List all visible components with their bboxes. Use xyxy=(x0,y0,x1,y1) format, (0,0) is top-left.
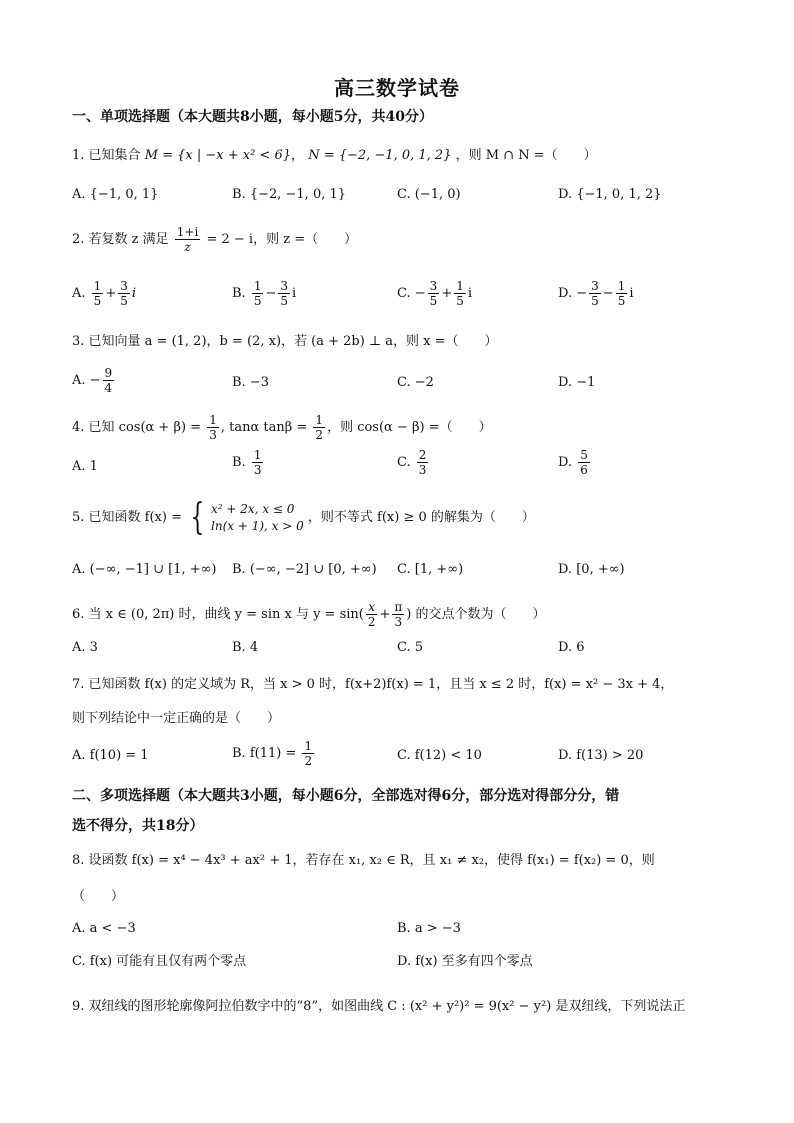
q2-c-frac2 xyxy=(454,279,466,308)
q5-piecewise xyxy=(186,496,304,538)
q6-f2-num: π xyxy=(394,600,403,614)
q2-fraction xyxy=(175,225,201,254)
q2-a-frac2 xyxy=(118,279,130,308)
q3-option-a-den: 4 xyxy=(104,381,113,395)
q2-a-n2: 3 xyxy=(120,279,128,293)
q3-option-c: C. −2 xyxy=(397,375,434,390)
section-multi-choice-heading-line-2: 选不得分，共18分） xyxy=(72,818,204,834)
q7-option-b-fraction xyxy=(302,739,314,768)
question-8-line-1: 8. 设函数 f(x) = x⁴ − 4x³ + ax² + 1，若存在 x₁, x₂ ∈ R，且 x₁ ≠ x₂，使得 f(x₁) = f(x₂) = 0，则 xyxy=(72,853,655,868)
q1-option-a: A. {−1, 0, 1} xyxy=(72,187,159,202)
q3-option-a-num: 9 xyxy=(104,366,113,380)
q4-f1-den: 3 xyxy=(209,428,217,442)
q2-d-frac2 xyxy=(616,279,628,308)
q2-c-sign: − xyxy=(414,286,426,301)
q2-option-b xyxy=(232,279,296,308)
q2-rest: = 2 − i，则 z =（ ） xyxy=(206,232,358,247)
q4-f2-den: 2 xyxy=(315,428,324,442)
q7-option-b xyxy=(232,739,316,768)
q1-ask: ，则 M ∩ N =（ ） xyxy=(455,148,597,163)
question-7-line-1: 7. 已知函数 f(x) 的定义域为 R，当 x > 0 时，f(x+2)f(x) = 1，且当 x ≤ 2 时，f(x) = x² − 3x + 4， xyxy=(72,677,674,692)
q2-d-tail: i xyxy=(629,286,634,301)
q2-fraction-den: z xyxy=(184,240,191,254)
q8-option-b: B. a > −3 xyxy=(397,921,461,936)
q4-option-d-den: 6 xyxy=(580,463,588,477)
q7-option-a: A. f(10) = 1 xyxy=(72,748,149,763)
q4-option-b-den: 3 xyxy=(253,463,262,477)
q5-brace-icon: { xyxy=(190,496,205,538)
question-1 xyxy=(72,145,732,167)
q1-option-d: D. {−1, 0, 1, 2} xyxy=(558,187,662,202)
q2-c-tail: i xyxy=(467,286,473,301)
q4-option-d xyxy=(558,448,592,477)
q4-option-d-num: 5 xyxy=(580,448,588,462)
q4-option-d-fraction xyxy=(578,448,590,477)
q7-option-d: D. f(13) > 20 xyxy=(558,748,644,763)
q4-fraction-1 xyxy=(207,413,219,442)
q4-option-b xyxy=(232,448,265,477)
q7-option-c: C. f(12) < 10 xyxy=(397,748,482,763)
q2-d-op: − xyxy=(602,286,614,301)
section-multi-choice-heading-line-1: 二、多项选择题（本大题共3小题，每小题6分，全部选对得6分，部分选对得部分分，错 xyxy=(72,788,620,804)
q4-f1-num: 1 xyxy=(209,413,217,427)
q7-option-b-label: B. f(11) = xyxy=(232,746,297,761)
q6-option-d: D. 6 xyxy=(558,640,585,655)
q2-a-op: + xyxy=(105,286,117,301)
question-7-line-2: 则下列结论中一定正确的是（ ） xyxy=(72,711,281,726)
q5-piece-2: ln(x + 1), x > 0 xyxy=(211,518,304,533)
q4-option-b-fraction xyxy=(252,448,264,477)
section-single-choice-heading: 一、单项选择题（本大题共8小题，每小题5分，共40分） xyxy=(72,109,433,125)
q4-option-c-fraction xyxy=(417,448,429,477)
q4-part1: 4. 已知 cos(α + β) = xyxy=(72,420,202,435)
question-9-line-1: 9. 双纽线的图形轮廓像阿拉伯数字中的“8”，如图曲线 C : (x² + y²)² = 9(x² − y²) 是双纽线，下列说法正 xyxy=(72,999,686,1014)
q3-option-a-label: A. − xyxy=(72,373,101,388)
question-2 xyxy=(72,225,732,254)
q1-set-m: M = {x | −x + x² < 6} xyxy=(144,148,292,163)
q2-c-n1: 3 xyxy=(429,279,438,293)
q2-d-d1: 5 xyxy=(591,294,599,308)
q2-d-d2: 5 xyxy=(617,294,626,308)
q7-option-b-num: 1 xyxy=(304,739,313,753)
question-8-line-2: （ ） xyxy=(72,889,125,904)
q2-b-d1: 5 xyxy=(253,294,262,308)
q5-option-c: C. [1, +∞) xyxy=(397,562,464,577)
q2-b-frac2 xyxy=(278,279,290,308)
q2-option-a xyxy=(72,279,136,308)
q2-a-n1: 1 xyxy=(93,279,102,293)
q2-b-n2: 3 xyxy=(280,279,289,293)
q5-option-d: D. [0, +∞) xyxy=(558,562,625,577)
q4-part3: ，则 cos(α − β) =（ ） xyxy=(327,420,492,435)
q2-d-sign: − xyxy=(576,286,588,301)
q2-option-b-label: B. xyxy=(232,286,246,301)
question-4 xyxy=(72,413,732,442)
q2-option-d-label: D. xyxy=(558,286,573,301)
q2-option-c-label: C. xyxy=(397,286,411,301)
q6-fraction-2 xyxy=(392,600,404,629)
question-6 xyxy=(72,600,732,629)
q2-b-n1: 1 xyxy=(253,279,262,293)
q6-part2: ) 的交点个数为（ ） xyxy=(406,607,546,622)
q2-d-frac1 xyxy=(589,279,601,308)
q7-option-b-den: 2 xyxy=(304,754,313,768)
q8-option-c: C. f(x) 可能有且仅有两个零点 xyxy=(72,954,247,969)
q5-rest: ，则不等式 f(x) ≥ 0 的解集为（ ） xyxy=(307,510,535,525)
q1-option-c: C. (−1, 0) xyxy=(397,187,461,202)
q4-option-b-num: 1 xyxy=(253,448,262,462)
q8-option-a: A. a < −3 xyxy=(72,921,136,936)
q2-c-d1: 5 xyxy=(429,294,438,308)
q6-f2-den: 3 xyxy=(394,615,403,629)
q6-fraction-1 xyxy=(366,600,378,629)
q5-option-b: B. (−∞, −2] ∪ [0, +∞) xyxy=(232,562,377,577)
q2-option-c xyxy=(397,279,472,308)
q4-option-c xyxy=(397,448,430,477)
q2-c-n2: 1 xyxy=(456,279,464,293)
q2-fraction-num: 1+i xyxy=(176,225,199,239)
q2-d-n1: 3 xyxy=(591,279,599,293)
q6-f1-den: 2 xyxy=(367,615,376,629)
q4-option-c-num: 2 xyxy=(418,448,427,462)
q6-option-c: C. 5 xyxy=(397,640,424,655)
q2-b-op: − xyxy=(265,286,277,301)
q1-option-b: B. {−2, −1, 0, 1} xyxy=(232,187,347,202)
q4-part2: , tanα tanβ = xyxy=(220,420,308,435)
q6-part1: 6. 当 x ∈ (0, 2π) 时，曲线 y = sin x 与 y = sin( xyxy=(72,607,364,622)
q6-operator: + xyxy=(379,607,391,622)
q2-a-tail: i xyxy=(131,286,137,301)
q2-c-op: + xyxy=(441,286,453,301)
q6-option-b: B. 4 xyxy=(232,640,259,655)
q4-option-c-den: 3 xyxy=(418,463,427,477)
q1-prefix: 1. 已知集合 xyxy=(72,148,141,163)
q2-a-d2: 5 xyxy=(120,294,128,308)
q1-sep: ， xyxy=(291,148,305,163)
q4-option-b-label: B. xyxy=(232,455,246,470)
q6-option-a: A. 3 xyxy=(72,640,98,655)
q3-option-b: B. −3 xyxy=(232,375,269,390)
q2-a-frac1 xyxy=(92,279,104,308)
q1-set-n: N = {−2, −1, 0, 1, 2} xyxy=(308,148,452,163)
q8-option-d: D. f(x) 至多有四个零点 xyxy=(397,954,533,969)
q4-option-d-label: D. xyxy=(558,455,573,470)
q2-a-d1: 5 xyxy=(93,294,102,308)
q2-prefix: 2. 若复数 z 满足 xyxy=(72,232,169,247)
question-5 xyxy=(72,496,732,538)
q2-option-a-label: A. xyxy=(72,286,86,301)
q2-b-frac1 xyxy=(252,279,264,308)
question-3: 3. 已知向量 a = (1, 2)，b = (2, x)，若 (a + 2b) ⊥ a，则 x =（ ） xyxy=(72,334,498,349)
q3-option-a-fraction xyxy=(103,366,115,395)
page-title: 高三数学试卷 xyxy=(334,76,460,100)
q2-d-n2: 1 xyxy=(617,279,626,293)
q5-piece-1: x² + 2x, x ≤ 0 xyxy=(211,501,295,516)
q6-f1-num: x xyxy=(368,600,376,614)
q2-b-tail: i xyxy=(292,286,297,301)
q4-f2-num: 1 xyxy=(315,413,324,427)
q2-b-d2: 5 xyxy=(280,294,289,308)
q4-fraction-2 xyxy=(313,413,325,442)
q2-c-frac1 xyxy=(428,279,440,308)
q4-option-a: A. 1 xyxy=(72,459,98,474)
q2-c-d2: 5 xyxy=(456,294,464,308)
q2-option-d xyxy=(558,279,634,308)
q3-option-d: D. −1 xyxy=(558,375,596,390)
q5-prefix: 5. 已知函数 f(x) = xyxy=(72,510,182,525)
q3-option-a xyxy=(72,366,116,395)
q4-option-c-label: C. xyxy=(397,455,411,470)
q5-option-a: A. (−∞, −1] ∪ [1, +∞) xyxy=(72,562,217,577)
